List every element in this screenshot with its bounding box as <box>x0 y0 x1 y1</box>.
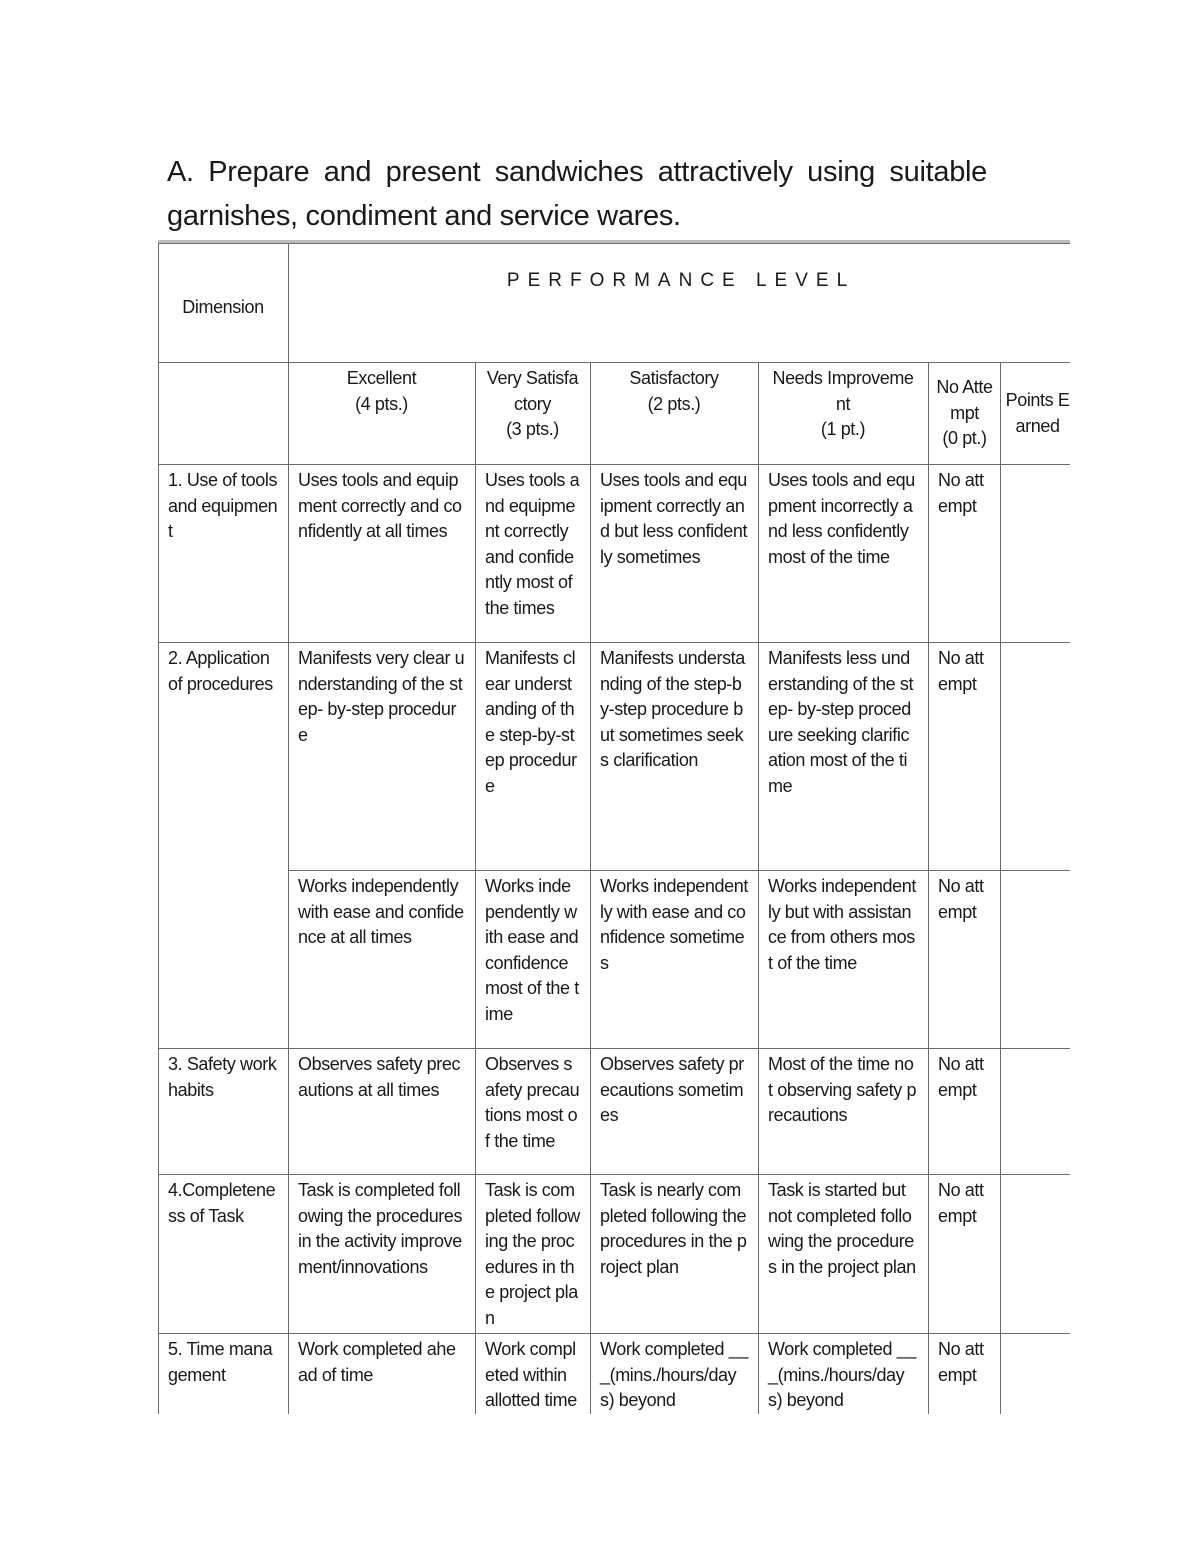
level-no-attempt <box>929 363 1001 465</box>
points-earned-cell <box>1001 1049 1071 1175</box>
rubric-table <box>158 243 1070 1414</box>
criteria-very-satisfactory-cell: Work completed within allotted time <box>476 1334 591 1415</box>
table-row <box>159 1175 1071 1334</box>
criteria-needs-improvement-cell: Works independently but with assistance from others most of the time <box>759 871 929 1049</box>
criteria-needs-improvement-cell: Uses tools and equpment incorrectly and less confidently most of the time <box>759 465 929 643</box>
dimension-cell: 1. Use of tools and equipment <box>159 465 289 643</box>
level-points: (0 pt.) <box>942 428 987 449</box>
table-row <box>159 1049 1071 1175</box>
level-label: Very Satisfactory <box>486 368 579 414</box>
level-label: No Attempt <box>936 377 993 423</box>
level-satisfactory <box>591 363 759 465</box>
rubric-table-container <box>158 240 1070 1414</box>
criteria-very-satisfactory-cell: Observes safety precautions most of the time <box>476 1049 591 1175</box>
criteria-needs-improvement-cell: Manifests less understanding of the step- by-step procedure seeking clarification most of the time <box>759 643 929 871</box>
points-earned-cell <box>1001 1175 1071 1334</box>
criteria-no-attempt-cell: No attempt <box>929 1334 1001 1415</box>
criteria-needs-improvement-cell: Work completed ___(mins./hours/days) beyond <box>759 1334 929 1415</box>
table-row <box>159 1334 1071 1415</box>
criteria-excellent-cell: Task is completed following the procedures in the activity improvement/innovations <box>289 1175 476 1334</box>
performance-level-header: PERFORMANCE LEVEL <box>289 244 1071 363</box>
criteria-satisfactory-cell: Works independently with ease and confidence sometimes <box>591 871 759 1049</box>
level-points: (1 pt.) <box>820 419 866 439</box>
criteria-very-satisfactory-cell: Uses tools and equipment correctly and confidently most of the times <box>476 465 591 643</box>
criteria-very-satisfactory-cell: Manifests clear understanding of the step-by-step procedure <box>476 643 591 871</box>
levels-row-empty-cell <box>159 363 289 465</box>
dimension-cell: 2. Application of procedures <box>159 643 289 1049</box>
header-row <box>159 244 1071 363</box>
criteria-excellent-cell: Manifests very clear understanding of the step- by-step procedure <box>289 643 476 871</box>
table-row <box>159 643 1071 871</box>
criteria-excellent-cell: Observes safety precautions at all times <box>289 1049 476 1175</box>
criteria-satisfactory-cell: Work completed ___(mins./hours/days) beyond <box>591 1334 759 1415</box>
criteria-no-attempt-cell: No attempt <box>929 1049 1001 1175</box>
level-points: (2 pts.) <box>647 393 701 414</box>
table-row <box>159 871 1071 1049</box>
criteria-no-attempt-cell: No attempt <box>929 871 1001 1049</box>
criteria-no-attempt-cell: No attempt <box>929 1175 1001 1334</box>
criteria-no-attempt-cell: No attempt <box>929 465 1001 643</box>
points-earned-cell <box>1001 1334 1071 1415</box>
level-label: Satisfactory <box>629 368 719 388</box>
level-excellent <box>289 363 476 465</box>
criteria-needs-improvement-cell: Task is started but not completed following the procedures in the project plan <box>759 1175 929 1334</box>
criteria-excellent-cell: Work completed ahead of time <box>289 1334 476 1415</box>
criteria-needs-improvement-cell: Most of the time not observing safety precautions <box>759 1049 929 1175</box>
criteria-excellent-cell: Uses tools and equipment correctly and confidently at all times <box>289 465 476 643</box>
points-earned-cell <box>1001 465 1071 643</box>
level-very-satisfactory <box>476 363 591 465</box>
dimension-header: Dimension <box>159 244 289 363</box>
criteria-satisfactory-cell: Uses tools and equipment correctly and but less confidently sometimes <box>591 465 759 643</box>
level-points: (4 pts.) <box>355 393 408 414</box>
dimension-cell: 5. Time management <box>159 1334 289 1415</box>
dimension-cell: 3. Safety work habits <box>159 1049 289 1175</box>
level-points-earned: Points Earned <box>1001 363 1071 465</box>
table-row <box>159 465 1071 643</box>
criteria-satisfactory-cell: Manifests understanding of the step-by-step procedure but sometimes seeks clarification <box>591 643 759 871</box>
criteria-very-satisfactory-cell: Task is completed following the procedures in the project plan <box>476 1175 591 1334</box>
page-heading: A. Prepare and present sandwiches attractively using suitable garnishes, condiment and service wares. <box>167 156 987 232</box>
level-label: Needs Improvement <box>772 368 914 414</box>
criteria-no-attempt-cell: No attempt <box>929 643 1001 871</box>
points-earned-cell <box>1001 643 1071 871</box>
criteria-very-satisfactory-cell: Works independently with ease and confidence most of the time <box>476 871 591 1049</box>
level-points: (3 pts.) <box>506 419 559 439</box>
levels-row <box>159 363 1071 465</box>
points-earned-cell <box>1001 871 1071 1049</box>
criteria-excellent-cell: Works independently with ease and confidence at all times <box>289 871 476 1049</box>
level-needs-improvement <box>759 363 929 465</box>
criteria-satisfactory-cell: Observes safety precautions sometimes <box>591 1049 759 1175</box>
dimension-cell: 4.Completeness of Task <box>159 1175 289 1334</box>
criteria-satisfactory-cell: Task is nearly completed following the procedures in the project plan <box>591 1175 759 1334</box>
level-label: Excellent <box>346 368 417 388</box>
